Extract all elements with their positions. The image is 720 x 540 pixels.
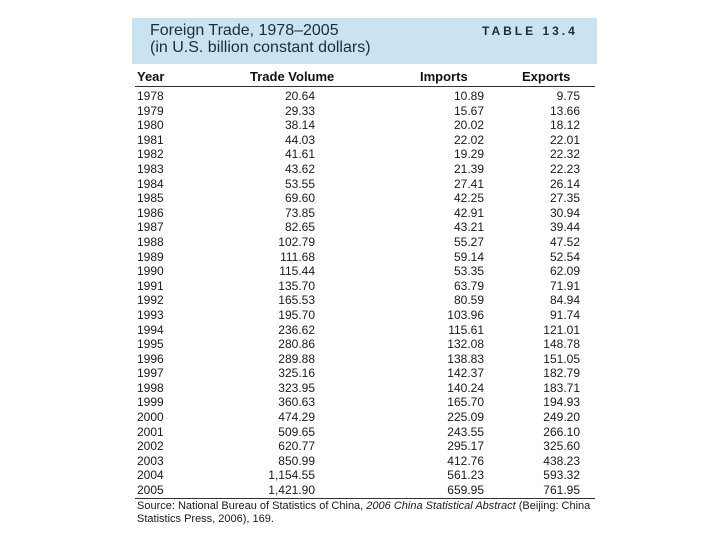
exports-cell: 249.20: [543, 410, 580, 425]
exports-cell: 22.23: [549, 161, 580, 176]
trade-volume-cell: 69.60: [284, 191, 315, 206]
imports-cell: 43.21: [453, 220, 484, 235]
year-cell: 1994: [137, 322, 164, 337]
table-row: [132, 337, 597, 352]
exports-cell: 71.91: [549, 278, 580, 293]
trade-volume-cell: 620.77: [278, 439, 315, 454]
imports-cell: 561.23: [447, 468, 484, 483]
table-row: [132, 410, 597, 425]
source-title: 2006 China Statistical Abstract: [366, 500, 516, 512]
trade-volume-cell: 325.16: [278, 366, 315, 381]
exports-cell: 22.01: [549, 132, 580, 147]
table-row: [132, 191, 597, 206]
trade-volume-cell: 236.62: [278, 322, 315, 337]
imports-cell: 15.67: [453, 103, 484, 118]
imports-cell: 59.14: [453, 249, 484, 264]
year-cell: 1999: [137, 395, 164, 410]
exports-cell: 121.01: [543, 322, 580, 337]
column-header-imports: Imports: [420, 69, 468, 84]
year-cell: 1980: [137, 118, 164, 133]
exports-cell: 438.23: [543, 453, 580, 468]
year-cell: 1986: [137, 205, 164, 220]
trade-volume-cell: 165.53: [278, 293, 315, 308]
year-cell: 2005: [137, 483, 164, 498]
table-row: [132, 206, 597, 221]
imports-cell: 142.37: [447, 366, 484, 381]
table-row: [132, 118, 597, 133]
trade-volume-cell: 102.79: [278, 234, 315, 249]
trade-volume-cell: 111.68: [280, 249, 315, 264]
trade-volume-cell: 82.65: [284, 220, 315, 235]
year-cell: 1982: [137, 147, 164, 162]
year-cell: 1989: [137, 249, 164, 264]
footer-divider: [135, 498, 595, 499]
exports-cell: 26.14: [549, 176, 580, 191]
exports-cell: 22.32: [549, 147, 580, 162]
imports-cell: 63.79: [453, 278, 484, 293]
exports-cell: 9.75: [556, 89, 580, 103]
exports-cell: 593.32: [543, 468, 580, 483]
table-row: [132, 352, 597, 367]
trade-volume-cell: 1,421.90: [268, 483, 315, 498]
trade-volume-cell: 115.44: [279, 264, 315, 279]
imports-cell: 80.59: [453, 293, 484, 308]
exports-cell: 52.54: [549, 249, 580, 264]
trade-volume-cell: 41.61: [284, 147, 315, 162]
table-row: [132, 425, 597, 440]
table-row: [132, 220, 597, 235]
year-cell: 1983: [137, 161, 164, 176]
year-cell: 1996: [137, 351, 164, 366]
year-cell: 1979: [137, 103, 164, 118]
imports-cell: 138.83: [447, 351, 484, 366]
table-row: [132, 235, 597, 250]
imports-cell: 243.55: [447, 424, 484, 439]
table-row: [132, 293, 597, 308]
trade-volume-cell: 44.03: [284, 132, 315, 147]
table-row: [132, 468, 597, 483]
table-page: [132, 18, 597, 528]
trade-volume-cell: 323.95: [278, 380, 315, 395]
year-cell: 1997: [137, 366, 164, 381]
table-row: [132, 308, 597, 323]
table-row: [132, 133, 597, 148]
year-cell: 1993: [137, 307, 164, 322]
imports-cell: 132.08: [447, 337, 484, 352]
exports-cell: 761.95: [543, 483, 580, 498]
year-cell: 1984: [137, 176, 164, 191]
table-row: [132, 264, 597, 279]
year-cell: 1981: [137, 132, 164, 147]
table-title: Foreign Trade, 1978–2005: [150, 22, 339, 39]
exports-cell: 39.44: [549, 220, 580, 235]
table-row: [132, 177, 597, 192]
exports-cell: 62.09: [549, 264, 580, 279]
trade-volume-cell: 29.33: [284, 103, 315, 118]
exports-cell: 27.35: [549, 191, 580, 206]
table-body: [132, 89, 597, 498]
table-row: [132, 323, 597, 338]
year-cell: 1995: [137, 337, 164, 352]
header-band: [132, 18, 597, 64]
column-header-exports: Exports: [522, 69, 571, 84]
year-cell: 1987: [137, 220, 164, 235]
imports-cell: 115.61: [448, 322, 484, 337]
trade-volume-cell: 509.65: [278, 424, 315, 439]
exports-cell: 183.71: [543, 380, 580, 395]
imports-cell: 20.02: [453, 118, 484, 133]
trade-volume-cell: 280.86: [278, 337, 315, 352]
trade-volume-cell: 38.14: [284, 118, 315, 133]
exports-cell: 266.10: [543, 424, 580, 439]
imports-cell: 42.25: [453, 191, 484, 206]
imports-cell: 55.27: [453, 234, 484, 249]
imports-cell: 659.95: [447, 483, 484, 498]
imports-cell: 19.29: [453, 147, 484, 162]
trade-volume-cell: 289.88: [278, 351, 315, 366]
imports-cell: 53.35: [453, 264, 484, 279]
exports-cell: 182.79: [543, 366, 580, 381]
table-row: [132, 147, 597, 162]
exports-cell: 84.94: [549, 293, 580, 308]
trade-volume-cell: 195.70: [278, 307, 315, 322]
source-note: [137, 500, 597, 526]
table-row: [132, 366, 597, 381]
exports-cell: 151.05: [543, 351, 580, 366]
imports-cell: 225.09: [447, 410, 484, 425]
year-cell: 1988: [137, 234, 164, 249]
imports-cell: 21.39: [453, 161, 484, 176]
table-row: [132, 454, 597, 469]
table-row: [132, 439, 597, 454]
year-cell: 2000: [137, 410, 164, 425]
exports-cell: 18.12: [549, 118, 580, 133]
imports-cell: 295.17: [447, 439, 484, 454]
imports-cell: 140.24: [447, 380, 484, 395]
trade-volume-cell: 20.64: [284, 89, 315, 103]
imports-cell: 412.76: [447, 453, 484, 468]
imports-cell: 22.02: [453, 132, 484, 147]
trade-volume-cell: 53.55: [284, 176, 315, 191]
exports-cell: 47.52: [549, 234, 580, 249]
column-header-trade-volume: Trade Volume: [250, 69, 335, 84]
table-row: [132, 89, 597, 104]
trade-volume-cell: 360.63: [278, 395, 315, 410]
trade-volume-cell: 850.99: [278, 453, 315, 468]
header-divider: [135, 86, 595, 87]
year-cell: 2004: [137, 468, 164, 483]
trade-volume-cell: 73.85: [284, 205, 315, 220]
table-row: [132, 483, 597, 498]
year-cell: 1992: [137, 293, 164, 308]
year-cell: 1991: [137, 278, 164, 293]
year-cell: 2002: [137, 439, 164, 454]
trade-volume-cell: 43.62: [284, 161, 315, 176]
year-cell: 2003: [137, 453, 164, 468]
table-subtitle: (in U.S. billion constant dollars): [150, 39, 371, 56]
source-suffix: (Beijing: China Statistics Press, 2006), 169.: [137, 500, 591, 525]
trade-volume-cell: 135.70: [278, 278, 315, 293]
trade-volume-cell: 1,154.55: [268, 468, 315, 483]
exports-cell: 13.66: [549, 103, 580, 118]
exports-cell: 30.94: [549, 205, 580, 220]
table-row: [132, 279, 597, 294]
year-cell: 1978: [137, 89, 164, 103]
imports-cell: 165.70: [447, 395, 484, 410]
imports-cell: 10.89: [453, 89, 484, 103]
year-cell: 1990: [137, 264, 164, 279]
table-row: [132, 250, 597, 265]
table-number-label: TABLE 13.4: [482, 24, 578, 38]
exports-cell: 325.60: [543, 439, 580, 454]
imports-cell: 27.41: [453, 176, 484, 191]
imports-cell: 103.96: [447, 307, 484, 322]
source-prefix: Source: National Bureau of Statistics of China,: [137, 500, 367, 512]
imports-cell: 42.91: [453, 205, 484, 220]
year-cell: 1985: [137, 191, 164, 206]
table-row: [132, 162, 597, 177]
table-row: [132, 395, 597, 410]
table-row: [132, 381, 597, 396]
exports-cell: 148.78: [543, 337, 580, 352]
table-row: [132, 104, 597, 119]
exports-cell: 194.93: [543, 395, 580, 410]
column-header-year: Year: [137, 69, 165, 84]
exports-cell: 91.74: [549, 307, 580, 322]
year-cell: 1998: [137, 380, 164, 395]
trade-volume-cell: 474.29: [278, 410, 315, 425]
year-cell: 2001: [137, 424, 164, 439]
